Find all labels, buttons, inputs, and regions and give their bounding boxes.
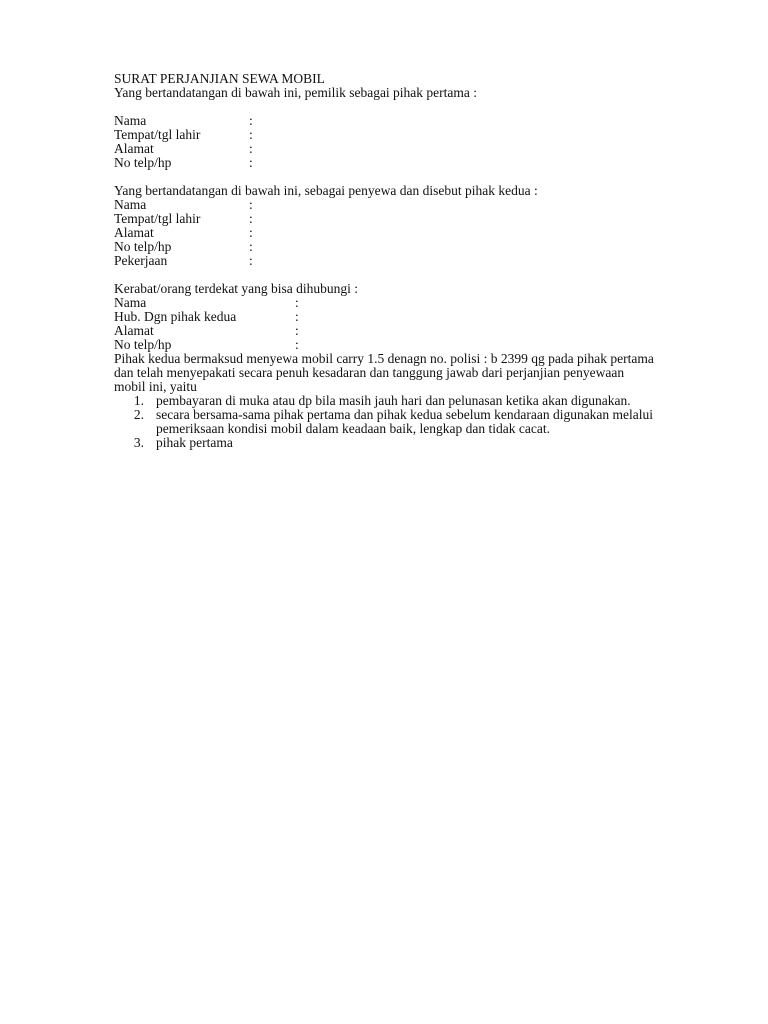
field-row <box>114 240 654 254</box>
field-row <box>114 198 654 212</box>
field-label-alamat: Alamat <box>114 141 154 156</box>
second-party-intro: Yang bertandatangan di bawah ini, sebagai penyewa dan disebut pihak kedua : <box>114 183 538 198</box>
relative-fields <box>114 296 654 352</box>
field-row <box>114 226 654 240</box>
field-separator: : <box>249 225 253 240</box>
field-row <box>114 254 654 268</box>
field-separator: : <box>249 127 253 142</box>
term-number: 2. <box>133 407 144 422</box>
field-separator: : <box>249 155 253 170</box>
agreement-paragraph: Pihak kedua bermaksud menyewa mobil carry 1.5 denagn no. polisi : b 2399 qg pada pihak pertama dan telah menyepakati secara penuh kesadaran dan tanggung jawab dari perjanjian penyewaan mobil ini, yaitu <box>114 351 654 394</box>
spacer <box>114 268 654 282</box>
list-item <box>114 436 654 450</box>
field-separator: : <box>249 113 253 128</box>
document-page <box>114 72 654 450</box>
second-party-fields <box>114 198 654 268</box>
field-separator: : <box>249 141 253 156</box>
list-item <box>114 394 654 408</box>
field-row <box>114 142 654 156</box>
field-label-relation: Hub. Dgn pihak kedua <box>114 309 237 324</box>
term-text: secara bersama-sama pihak pertama dan pihak kedua sebelum kendaraan digunakan melalui pemeriksaan kondisi mobil dalam keadaan baik, lengkap dan tidak cacat. <box>156 407 654 436</box>
field-separator: : <box>249 239 253 254</box>
field-row <box>114 310 654 324</box>
document-title: SURAT PERJANJIAN SEWA MOBIL <box>114 71 325 86</box>
term-number: 1. <box>133 393 144 408</box>
field-separator: : <box>249 197 253 212</box>
field-separator: : <box>295 309 299 324</box>
term-text: pihak pertama <box>156 435 233 450</box>
field-separator: : <box>249 211 253 226</box>
field-label-birth: Tempat/tgl lahir <box>114 127 201 142</box>
list-item <box>114 408 654 436</box>
terms-list <box>114 394 654 450</box>
field-row <box>114 212 654 226</box>
term-number: 3. <box>133 435 144 450</box>
field-row <box>114 296 654 310</box>
field-label-occupation: Pekerjaan <box>114 253 168 268</box>
field-row <box>114 156 654 170</box>
relative-intro: Kerabat/orang terdekat yang bisa dihubungi : <box>114 281 359 296</box>
first-party-fields <box>114 114 654 170</box>
spacer <box>114 100 654 114</box>
field-row <box>114 114 654 128</box>
field-label-phone: No telp/hp <box>114 239 172 254</box>
field-label-phone: No telp/hp <box>114 337 172 352</box>
term-text: pembayaran di muka atau dp bila masih jauh hari dan pelunasan ketika akan digunakan. <box>156 393 631 408</box>
field-label-phone: No telp/hp <box>114 155 172 170</box>
field-row <box>114 324 654 338</box>
field-separator: : <box>295 323 299 338</box>
field-label-nama: Nama <box>114 295 147 310</box>
field-label-alamat: Alamat <box>114 323 154 338</box>
field-separator: : <box>295 295 299 310</box>
field-label-nama: Nama <box>114 197 147 212</box>
field-row <box>114 128 654 142</box>
spacer <box>114 170 654 184</box>
field-label-alamat: Alamat <box>114 225 154 240</box>
first-party-intro: Yang bertandatangan di bawah ini, pemilik sebagai pihak pertama : <box>114 85 478 100</box>
field-label-birth: Tempat/tgl lahir <box>114 211 201 226</box>
field-separator: : <box>249 253 253 268</box>
field-row <box>114 338 654 352</box>
field-separator: : <box>295 337 299 352</box>
field-label-nama: Nama <box>114 113 147 128</box>
